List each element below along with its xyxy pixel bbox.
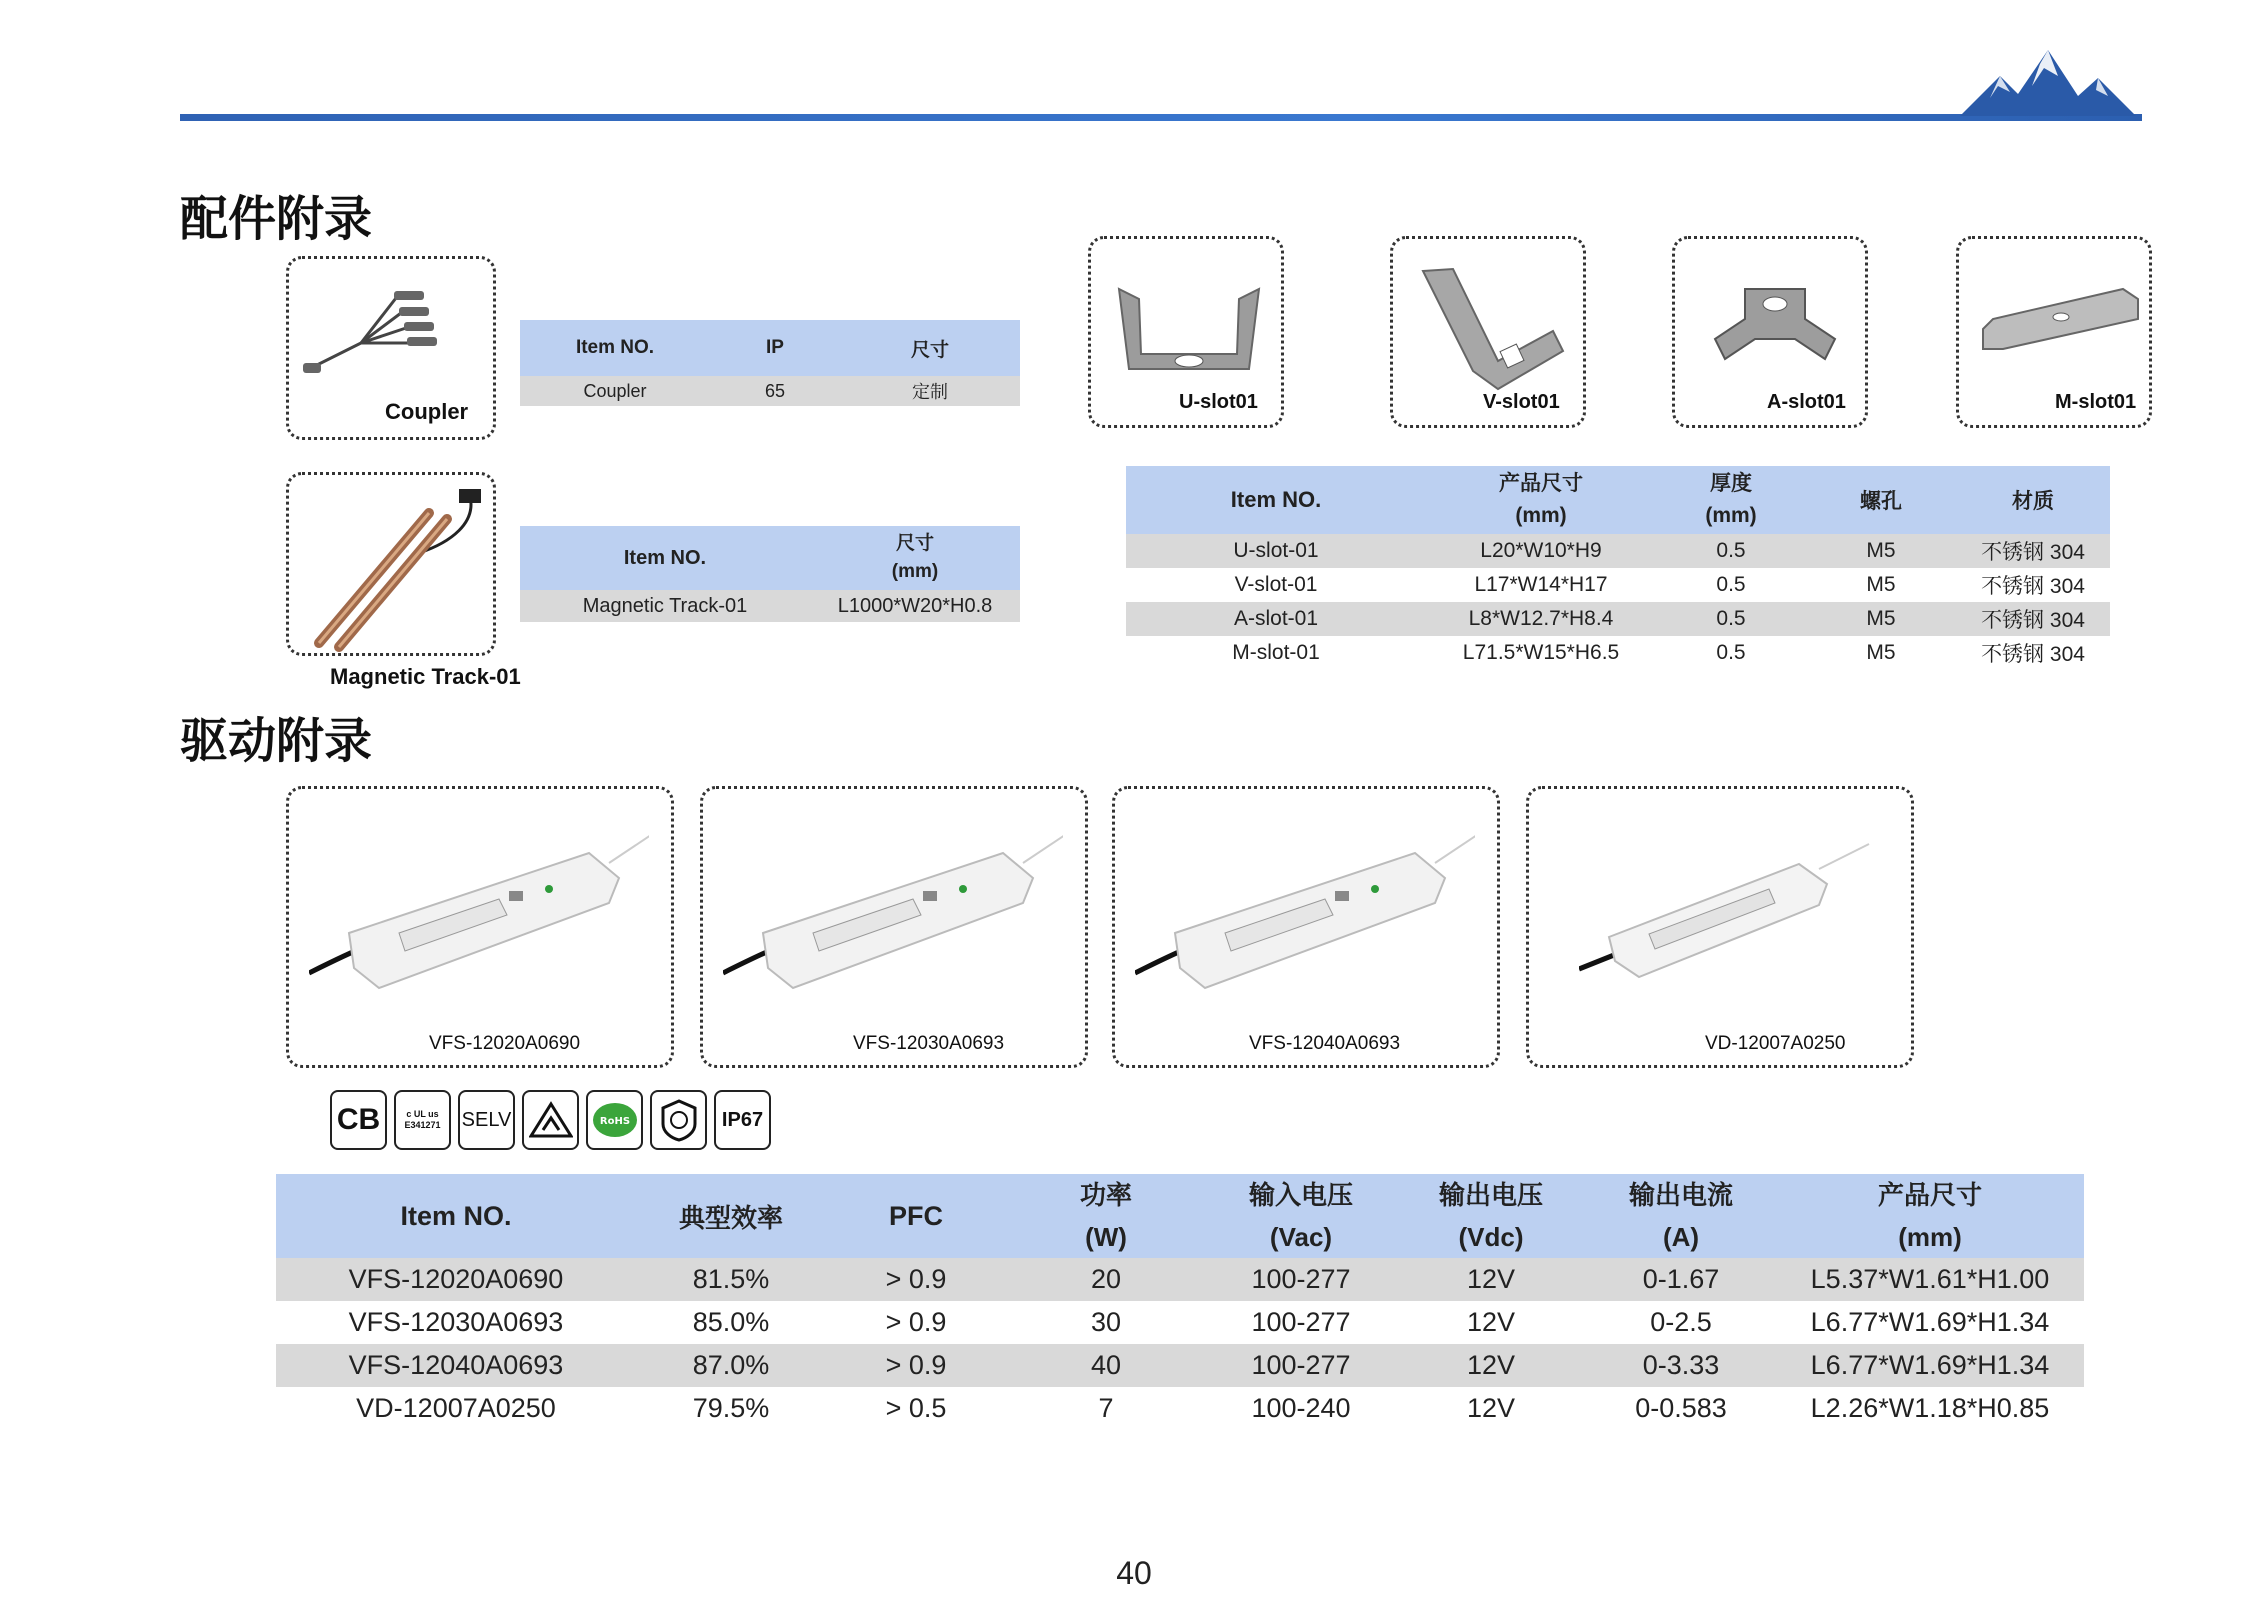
driver-caption: VFS-12020A0690 bbox=[429, 1033, 581, 1054]
slot-card-u bbox=[1088, 236, 1284, 428]
table-header: 典型效率 bbox=[636, 1174, 826, 1258]
v-slot-image bbox=[1413, 261, 1573, 391]
slot-caption: U-slot01 bbox=[1179, 391, 1258, 413]
certification-badges bbox=[330, 1090, 771, 1154]
slot-caption: V-slot01 bbox=[1483, 391, 1560, 413]
driver-card bbox=[1112, 786, 1500, 1068]
table-header: 输入电压 (Vac) bbox=[1206, 1174, 1396, 1258]
driver-image bbox=[1135, 823, 1475, 1003]
a-slot-image bbox=[1705, 279, 1845, 379]
table-row: A-slot-01 L8*W12.7*H8.4 0.5 M5 不锈钢 304 bbox=[1126, 602, 2110, 636]
slot-card-a bbox=[1672, 236, 1868, 428]
table-row: VD-12007A0250 79.5% > 0.5 7 100-240 12V 0-0.583 L2.26*W1.18*H0.85 bbox=[356, 1393, 2050, 1423]
cb-icon: CB bbox=[330, 1090, 387, 1150]
driver-card bbox=[1526, 786, 1914, 1068]
table-header: 输出电流 (A) bbox=[1586, 1174, 1776, 1258]
section-title-accessories: 配件附录 bbox=[180, 191, 373, 247]
driver-caption: VFS-12040A0693 bbox=[1249, 1033, 1401, 1054]
driver-image bbox=[309, 823, 649, 1003]
table-header: 输出电压 (Vdc) bbox=[1396, 1174, 1586, 1258]
slot-card-m bbox=[1956, 236, 2152, 428]
table-row: VFS-12030A0693 85.0% > 0.9 30 100-277 12V 0-2.5 L6.77*W1.69*H1.34 bbox=[348, 1307, 2050, 1337]
u-slot-image bbox=[1109, 279, 1269, 389]
m-slot-image bbox=[1973, 279, 2143, 379]
slot-table bbox=[1126, 466, 2110, 670]
rohs-icon bbox=[586, 1090, 643, 1150]
driver-card bbox=[700, 786, 1088, 1068]
magnetic-track-table bbox=[520, 526, 1020, 622]
table-header: 螺孔 bbox=[1806, 466, 1956, 534]
table-row: M-slot-01 L71.5*W15*H6.5 0.5 M5 不锈钢 304 bbox=[1232, 641, 2085, 666]
table-header: 尺寸 (mm) bbox=[810, 526, 1020, 590]
coupler-table bbox=[520, 320, 1020, 406]
table-header: IP bbox=[710, 320, 840, 376]
page-number: 40 bbox=[1116, 1555, 1152, 1591]
table-header: PFC bbox=[826, 1174, 1006, 1258]
driver-image bbox=[1579, 829, 1879, 989]
driver-caption: VFS-12030A0693 bbox=[853, 1033, 1005, 1054]
magnetic-track-image bbox=[299, 483, 489, 653]
table-row: Coupler 65 定制 bbox=[520, 376, 1020, 406]
table-row: V-slot-01 L17*W14*H17 0.5 M5 不锈钢 304 bbox=[1234, 573, 2085, 598]
selv-icon: SELV bbox=[458, 1090, 515, 1150]
table-header: Item NO. bbox=[1126, 466, 1426, 534]
coupler-image bbox=[301, 273, 451, 383]
table-header: Item NO. bbox=[520, 526, 810, 590]
coupler-card bbox=[286, 256, 496, 440]
rcm-icon bbox=[522, 1090, 579, 1150]
magnetic-track-card bbox=[286, 472, 496, 656]
ip67-icon: IP67 bbox=[714, 1090, 771, 1150]
magnetic-track-caption: Magnetic Track-01 bbox=[330, 664, 521, 689]
table-header: Item NO. bbox=[520, 320, 710, 376]
tuv-icon bbox=[650, 1090, 707, 1150]
driver-caption: VD-12007A0250 bbox=[1705, 1033, 1846, 1054]
table-header: 材质 bbox=[1956, 466, 2110, 534]
ul-icon: c UL us E341271 bbox=[394, 1090, 451, 1150]
table-row: VFS-12040A0693 87.0% > 0.9 40 100-277 12V 0-3.33 L6.77*W1.69*H1.34 bbox=[276, 1344, 2084, 1387]
coupler-caption: Coupler bbox=[385, 399, 469, 424]
table-row: U-slot-01 L20*W10*H9 0.5 M5 不锈钢 304 bbox=[1126, 534, 2110, 568]
slot-caption: A-slot01 bbox=[1767, 391, 1846, 413]
slot-caption: M-slot01 bbox=[2055, 391, 2137, 413]
table-row: VFS-12020A0690 81.5% > 0.9 20 100-277 12V 0-1.67 L5.37*W1.61*H1.00 bbox=[276, 1258, 2084, 1301]
table-header: 产品尺寸 (mm) bbox=[1776, 1174, 2084, 1258]
table-header: Item NO. bbox=[276, 1174, 636, 1258]
driver-image bbox=[723, 823, 1063, 1003]
table-header: 厚度 (mm) bbox=[1656, 466, 1806, 534]
table-header: 尺寸 bbox=[840, 320, 1020, 376]
header-rule bbox=[180, 114, 2142, 121]
table-row: Magnetic Track-01 L1000*W20*H0.8 bbox=[520, 590, 1020, 622]
table-header: 产品尺寸 (mm) bbox=[1426, 466, 1656, 534]
table-header: 功率 (W) bbox=[1006, 1174, 1206, 1258]
driver-card bbox=[286, 786, 674, 1068]
svg-text:RoHS: RoHS bbox=[599, 1116, 630, 1127]
slot-card-v bbox=[1390, 236, 1586, 428]
drivers-table bbox=[276, 1174, 2084, 1430]
section-title-drivers: 驱动附录 bbox=[180, 713, 373, 769]
mountain-logo-icon bbox=[1960, 46, 2150, 124]
